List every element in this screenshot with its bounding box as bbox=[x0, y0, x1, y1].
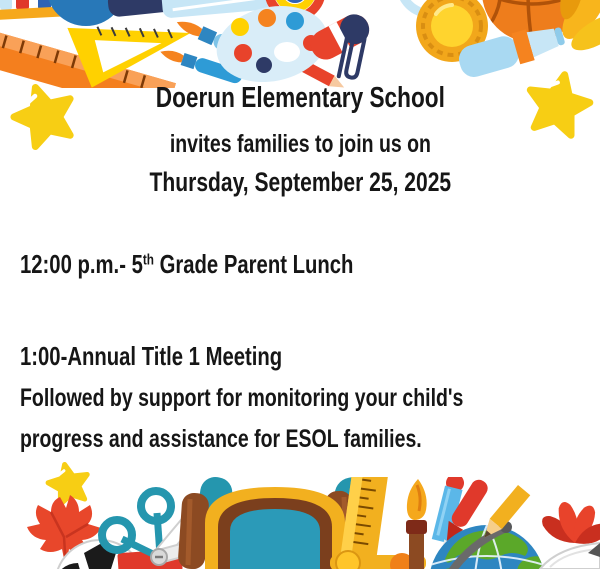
bottom-decoration-band bbox=[0, 477, 600, 569]
meeting-line bbox=[20, 342, 356, 372]
invite-line-text: invites families to join us on bbox=[169, 130, 431, 158]
meeting-line-text: 1:00-Annual Title 1 Meeting bbox=[20, 341, 283, 371]
lunch-line-prefix: 12:00 p.m.- 5 bbox=[20, 249, 143, 279]
detail-line-1-text: Followed by support for monitoring your child's bbox=[20, 384, 464, 412]
white-book-icon bbox=[540, 543, 600, 569]
detail-line-2 bbox=[20, 425, 535, 454]
school-name bbox=[0, 82, 600, 115]
lunch-line-suffix: Grade Parent Lunch bbox=[153, 249, 354, 279]
lunch-ordinal: th bbox=[142, 251, 154, 269]
date-line-text: Thursday, September 25, 2025 bbox=[149, 167, 451, 197]
top-decoration-band bbox=[0, 0, 600, 88]
invite-line bbox=[0, 130, 600, 159]
paintbrush-icon bbox=[406, 479, 427, 569]
date-line bbox=[0, 167, 600, 198]
school-name-text: Doerun Elementary School bbox=[155, 82, 445, 114]
detail-line-2-text: progress and assistance for ESOL families. bbox=[20, 425, 422, 453]
lunch-line bbox=[20, 250, 447, 280]
detail-line-1 bbox=[20, 384, 588, 413]
red-petals-icon bbox=[538, 500, 600, 550]
